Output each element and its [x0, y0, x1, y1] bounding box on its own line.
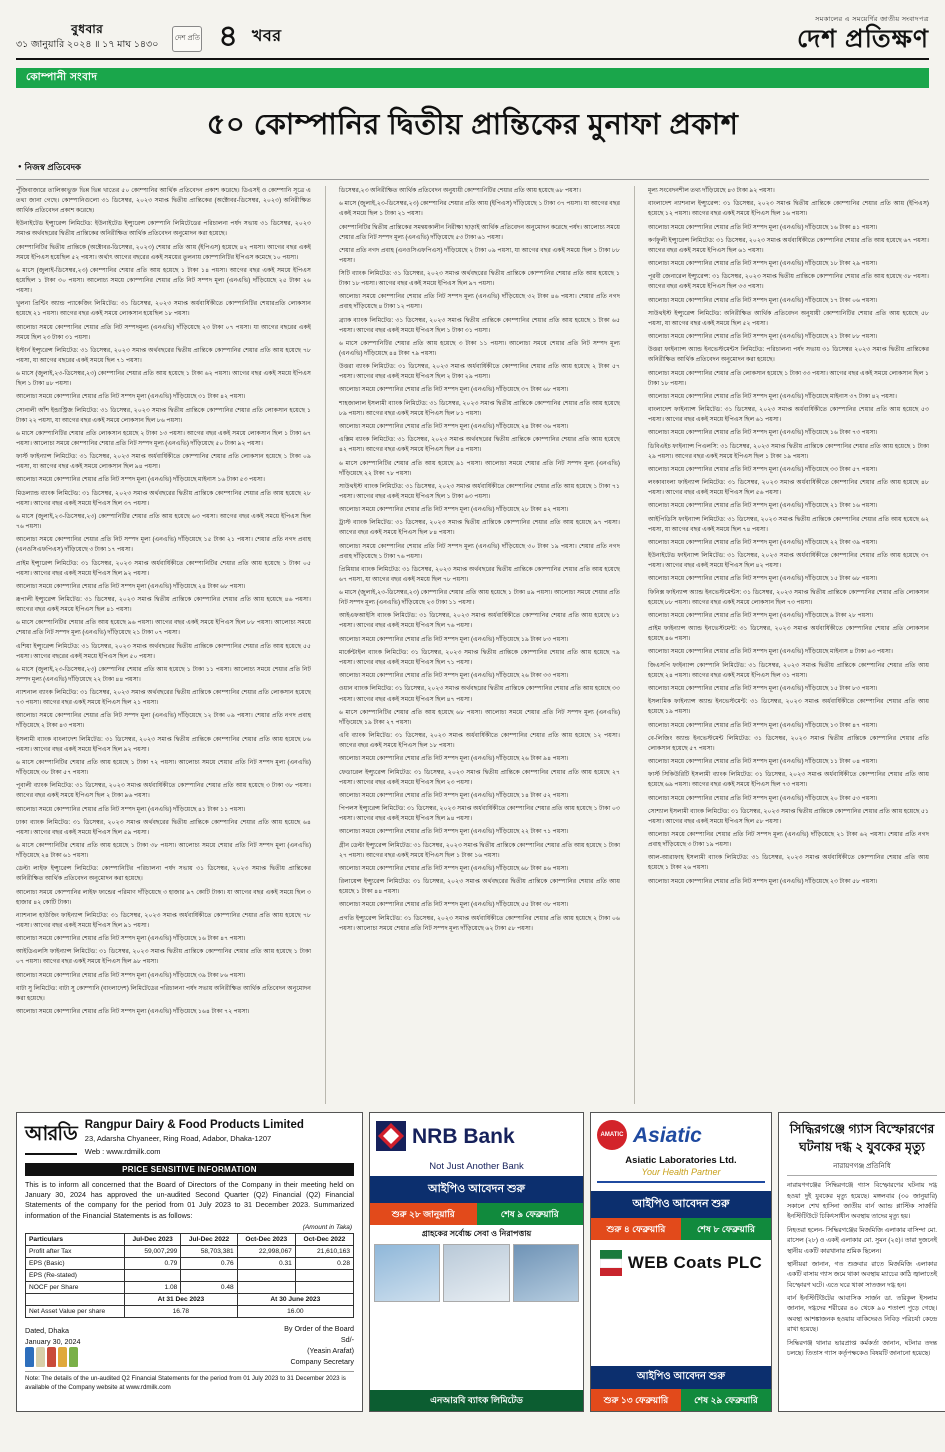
rangpur-amount-note: (Amount in Taka): [302, 1224, 352, 1232]
fin-table-header: Jul-Dec 2022: [181, 1234, 237, 1246]
article-paragraph: আলোচ্য সময়ে কোম্পানির শেয়ার প্রতি নিট সম্পদ মূল্য (এনএভি) দাঁড়িয়েছে ১৫ টাকা ৬৮ পয়সা।: [648, 575, 878, 583]
article-paragraph: আলোচ্য সময়ে কোম্পানির শেয়ার প্রতি নিট সম্পদ মূল্য (এনএভি) দাঁড়িয়েছে ২১ টাকা ৮৮ পয়সা।: [648, 333, 878, 341]
fin-table-cell: [295, 1270, 353, 1282]
nrb-service-line: গ্রাহকের সর্বোচ্চ সেবা ও নিরাপত্তায়: [370, 1225, 583, 1244]
nrb-name: NRB Bank: [412, 1124, 515, 1148]
asiatic-start-date: শুরু ৪ ফেব্রুয়ারি: [591, 1218, 681, 1240]
article-paragraph: আইডিএলসি ফাইন্যান্স লিমিটেড: ৩১ ডিসেম্বর, ২০২৩ সমাপ্ত দ্বিতীয় প্রান্তিকে কোম্পানির শেয়ার প্রতি আয় হয়েছে ১ টাকা ০৭ পয়সা। আগের বছর একই সময়ে ইপিএস ছিল ৯৮ পয়সা।: [16, 948, 311, 966]
fin-table-cell: 59,007,299: [125, 1246, 181, 1258]
article-column-3: [634, 186, 929, 1104]
webcoats-ipo-label: আইপিও আবেদন শুরু: [591, 1366, 771, 1389]
article-paragraph: ডিসেম্বর,২৩ অনিরীক্ষিত আর্থিক প্রতিবেদন অনুযায়ী কোম্পানিটির শেয়ার প্রতি আয় হয়েছে ৬৮ পয়সা।: [339, 187, 581, 194]
ad-nrb-bank: [369, 1112, 584, 1412]
article-paragraph: ৬ মাসে কোম্পানিটির শেয়ার প্রতি আয় হয়েছে ৯১ পয়সা। আলোচ্য সময়ে শেয়ার প্রতি নিট সম্পদ মূল্য (এনএভি) দাঁড়িয়েছে ২২ টাকা ৭৮ পয়সা।: [339, 459, 620, 477]
article-paragraph: আলোচ্য সময়ে কোম্পানির শেয়ার প্রতি নিট সম্পদ মূল্য (এনএভি) দাঁড়িয়েছে ১৯ টাকা ৮৩ পয়সা।: [339, 635, 569, 643]
article-paragraph: আলোচ্য সময়ে কোম্পানির শেয়ার প্রতি নিট সম্পদ মূল্য (এনএভি) দাঁড়িয়েছে ২২ টাকা ৭১ পয়সা।: [339, 828, 569, 836]
article-paragraph: লংকাবাংলা ফাইন্যান্স লিমিটেড: ৩১ ডিসেম্বর, ২০২৩ সমাপ্ত অর্ধবার্ষিকীতে কোম্পানির শেয়ার প্রতি আয় হয়েছে ৪৮ পয়সা। আগের বছর একই সময়ে ইপিএস ছিল ৫৬ পয়সা।: [648, 479, 929, 497]
article-paragraph: প্রগতি ইন্স্যুরেন্স লিমিটেড: ৩১ ডিসেম্বর, ২০২৩ সমাপ্ত অর্ধবার্ষিকীতে কোম্পানির শেয়ার প্রতি আয় হয়েছে ২ টাকা ০৬ পয়সা। আলোচ্য সময়ে শেয়ার প্রতি নিট সম্পদ মূল্য দাঁড়িয়েছে ৬২ টাকা ৫৮ পয়সা।: [339, 914, 620, 932]
article-paragraph: আলোচ্য সময়ে কোম্পানির লাইফ ফান্ডের পরিমাণ দাঁড়িয়েছে ৩ হাজার ৯৭ কোটি টাকা। যা আগের বছর একই সময়ে ছিল ৩ হাজার ৪২ কোটি টাকা।: [16, 888, 311, 906]
article-paragraph: আলোচ্য সময়ে কোম্পানির শেয়ার প্রতি নিট সম্পদ মূল্য (এনএভি) দাঁড়িয়েছে ৩১ টাকা ৪২ পয়সা।: [16, 393, 246, 401]
article-paragraph: এবি ব্যাংক লিমিটেড: ৩১ ডিসেম্বর, ২০২৩ সমাপ্ত অর্ধবার্ষিকীতে কোম্পানির শেয়ার প্রতি আয় হয়েছে ১২ পয়সা। আগের বছর একই সময়ে ইপিএস ছিল ১৮ পয়সা।: [339, 732, 620, 750]
article-paragraph: ৬ মাসে (জুলাই,২৩-ডিসেম্বর,২৩) কোম্পানির শেয়ার প্রতি আয় হয়েছে ১ টাকা ১১ পয়সা। আলোচ্য সময়ে শেয়ার প্রতি নিট সম্পদ মূল্য (এনএভি) দাঁড়িয়েছে ২২ টাকা ৪৪ পয়সা।: [16, 665, 311, 683]
article-paragraph: সিটি ব্যাংক লিমিটেড: ৩১ ডিসেম্বর, ২০২৩ সমাপ্ত অর্থবছরের দ্বিতীয় প্রান্তিকে কোম্পানির শেয়ার প্রতি আয় হয়েছে ১ টাকা ১৮ পয়সা। আগের বছর একই সময়ে ইপিএস ছিল ৯৭ পয়সা।: [339, 270, 620, 288]
article-paragraph: আলোচ্য সময়ে কোম্পানির শেয়ার প্রতি নিট সম্পদ মূল্য (এনএভি) দাঁড়িয়েছে ১৬৪ টাকা ৭২ পয়সা।: [16, 1008, 250, 1016]
asiatic-slogan: Your Health Partner: [641, 1167, 721, 1177]
asiatic-header: [591, 1113, 771, 1152]
article-paragraph: আলোচ্য সময়ে কোম্পানির শেয়ার প্রতি নিট সম্পদ মূল্য (এনএভি) দাঁড়িয়েছে ২৮ টাকা ৪২ পয়সা।: [339, 506, 569, 514]
nrb-photo-1: [374, 1244, 440, 1302]
article-paragraph: রিলায়েন্স ইন্স্যুরেন্স লিমিটেড: ৩১ ডিসেম্বর, ২০২৩ সমাপ্ত অর্থবছরের দ্বিতীয় প্রান্তিকে কোম্পানির শেয়ার প্রতি আয় হয়েছে ১ টাকা ৪৪ পয়সা।: [339, 878, 620, 896]
article-column-1: [16, 186, 311, 1104]
asiatic-subtitle: Asiatic Laboratories Ltd.: [625, 1155, 737, 1166]
rangpur-note: Note: The details of the un-audited Q2 Financial Statements for the period from 01 July 2023 to 31 December 2023 is available of the Company website at www.rdmilk.com: [25, 1371, 354, 1392]
fin-table-cell: 0.28: [295, 1258, 353, 1270]
side-news-story: [778, 1112, 945, 1412]
article-paragraph: শেয়ার প্রতি নগদ প্রবাহ (এনওসিএফপিএস) দাঁড়িয়েছে ২ টাকা ০৯ পয়সা, যা আগের বছর একই সময়ে ছিল ১ টাকা ৮৮ পয়সা।: [339, 246, 620, 264]
article-paragraph: আলোচ্য সময়ে কোম্পানির শেয়ার প্রতি নিট সম্পদ মূল্য (এনএভি) দাঁড়িয়েছে ৩৯ টাকা ৮৬ পয়সা।: [16, 971, 246, 979]
article-paragraph: মিডল্যান্ড ব্যাংক লিমিটেড: ৩১ ডিসেম্বর, ২০২৩ সমাপ্ত অর্থবছরের দ্বিতীয় প্রান্তিকে কোম্পানির শেয়ার প্রতি আয় হয়েছে ২৮ পয়সা। আগের বছর একই সময়ে ইপিএস ছিল ৩৭ পয়সা।: [16, 489, 311, 507]
asiatic-divider: [597, 1181, 765, 1183]
nrb-ipo-label: আইপিও আবেদন শুরু: [370, 1176, 583, 1203]
article-paragraph: উত্তরা ব্যাংক লিমিটেড: ৩১ ডিসেম্বর, ২০২৩ সমাপ্ত অর্ধবার্ষিকীতে কোম্পানির শেয়ার প্রতি আয় হয়েছে ২ টাকা ৫৭ পয়সা। আগের বছর একই সময়ে ইপিএস ছিল ২ টাকা ২৯ পয়সা।: [339, 363, 620, 381]
article-paragraph: আলোচ্য সময়ে কোম্পানির শেয়ার প্রতি নিট সম্পদ মূল্য (এনএভি) দাঁড়িয়েছে ৪১ টাকা ১১ পয়সা।: [16, 805, 246, 813]
section-name: খবর: [251, 28, 282, 45]
article-paragraph: আলোচ্য সময়ে কোম্পানির শেয়ার প্রতি নিট সম্পদ মূল্য (এনএভি) দাঁড়িয়েছে ৯ টাকা ২৮ পয়সা।: [648, 611, 874, 619]
article-paragraph: উত্তরা ফাইন্যান্স অ্যান্ড ইনভেস্টমেন্টস লিমিটেড: পরিচালনা পর্ষদ সভায় ৩১ ডিসেম্বর ২০২৩ সমাপ্ত দ্বিতীয় প্রান্তিকের অনিরীক্ষিত আর্থিক প্রতিবেদন অনুমোদন করা হয়েছে।: [648, 346, 929, 364]
article-paragraph: পিপলস ইন্স্যুরেন্স লিমিটেড: ৩১ ডিসেম্বর, ২০২৩ সমাপ্ত অর্ধবার্ষিকীতে কোম্পানির শেয়ার প্রতি আয় হয়েছে ১ টাকা ০৩ পয়সা। আগের বছর একই সময়ে ইপিএস ছিল ৯৪ পয়সা।: [339, 805, 620, 823]
rangpur-footer: [25, 1320, 354, 1367]
masthead-date-block: [16, 20, 158, 52]
article-paragraph: রূপালী ইন্স্যুরেন্স লিমিটেড: ৩১ ডিসেম্বর, ২০২৩ সমাপ্ত দ্বিতীয় প্রান্তিকে কোম্পানির শেয়ার প্রতি আয় হয়েছে ৪৬ পয়সা। আগের বছর একই সময়ে ইপিএস ছিল ৪১ পয়সা।: [16, 596, 311, 614]
product-bottle-3-icon: [47, 1347, 56, 1367]
article-paragraph: ৬ মাসে কোম্পানিটির শেয়ার প্রতি আয় হয়েছে ১ টাকা ৭২ পয়সা। আলোচ্য সময়ে শেয়ার প্রতি নিট সম্পদ মূল্য (এনএভি) দাঁড়িয়েছে ৩৮ টাকা ৫৭ পয়সা।: [16, 758, 311, 777]
fin-table-cell: 1.08: [125, 1282, 181, 1294]
article-paragraph: ওয়ান ব্যাংক লিমিটেড: ৩১ ডিসেম্বর, ২০২৩ সমাপ্ত অর্থবছরের দ্বিতীয় প্রান্তিকে কোম্পানির শেয়ার প্রতি আয় হয়েছে ৩৩ পয়সা। আগের বছর একই সময়ে ইপিএস ছিল ৪৭ পয়সা।: [339, 685, 620, 703]
rangpur-order-line4: Company Secretary: [290, 1356, 354, 1366]
table-row: [26, 1258, 354, 1270]
masthead-day: বুধবার: [71, 21, 104, 36]
article-paragraph: গ্রীন ডেল্টা ইন্স্যুরেন্স লিমিটেড: ৩১ ডিসেম্বর, ২০২৩ সমাপ্ত দ্বিতীয় প্রান্তিকে কোম্পানির শেয়ার প্রতি আয় হয়েছে ১ টাকা ২৭ পয়সা। আগের বছর একই সময়ে ইপিএস ছিল ১ টাকা ১৬ পয়সা।: [339, 841, 620, 859]
rangpur-website: Web : www.rdmilk.com: [84, 1147, 161, 1157]
nrb-tagline: Not Just Another Bank: [429, 1161, 524, 1172]
page-number: ৪: [218, 20, 238, 53]
webcoats-end-date: শেষ ২৯ ফেব্রুয়ারি: [681, 1389, 771, 1411]
nav-table-cell: 16.78: [125, 1306, 238, 1318]
rangpur-address: 23, Adarsha Chyaneer, Ring Road, Adabor, Dhaka-1207: [84, 1134, 272, 1143]
article-paragraph: বাটা সু লিমিটেড: বাটা সু কোম্পানি (বাংলাদেশ) লিমিটেডের পরিচালনা পর্ষদ সভায় অনিরীক্ষিত আর্থিক প্রতিবেদন অনুমোদন করা হয়েছে।: [16, 984, 311, 1002]
article-paragraph: ডিবিএইচ ফাইন্যান্স পিএলসি: ৩১ ডিসেম্বর, ২০২৩ সমাপ্ত দ্বিতীয় প্রান্তিকে কোম্পানির শেয়ার প্রতি আয় হয়েছে ১ টাকা ২৯ পয়সা। আগের বছর একই সময়ে ইপিএস ছিল ১ টাকা ১৯ পয়সা।: [648, 442, 929, 460]
article-paragraph: আলোচ্য সময়ে কোম্পানির শেয়ার প্রতি নিট সম্পদ মূল্য (এনএভি) দাঁড়িয়েছে ১৬ টাকা ৭৩ পয়সা।: [648, 429, 878, 437]
newspaper-title: দেশ প্রতিক্ষণ: [797, 25, 929, 53]
article-paragraph: বাংলাদেশ ফাইন্যান্স লিমিটেড: ৩১ ডিসেম্বর, ২০২৩ সমাপ্ত অর্ধবার্ষিকীতে কোম্পানির শেয়ার প্রতি আয় হয়েছে ৫৩ পয়সা। আগের বছর একই সময়ে ইপিএস ছিল ৬১ পয়সা।: [648, 406, 929, 424]
article-paragraph: আইএফআইসি ব্যাংক লিমিটেড: ৩১ ডিসেম্বর, ২০২৩ সমাপ্ত অর্ধবার্ষিকীতে কোম্পানির শেয়ার প্রতি আয় হয়েছে ৮১ পয়সা। আগের বছর একই সময়ে ইপিএস ছিল ৭৬ পয়সা।: [339, 612, 620, 630]
masthead-seal-text: দেশ প্রতি: [174, 35, 200, 43]
rangpur-logo: আরডি: [25, 1119, 77, 1155]
article-paragraph: ৬ মাসে কোম্পানিটির শেয়ার প্রতি আয় হয়েছে ৬৮ পয়সা। আলোচ্য সময়ে শেয়ার প্রতি নিট সম্পদ মূল্য (এনএভি) দাঁড়িয়েছে ১৯ টাকা ২৭ পয়সা।: [339, 708, 620, 726]
nav-table-header: [26, 1294, 125, 1306]
rangpur-financial-table: [25, 1233, 354, 1318]
rangpur-signature: [284, 1324, 354, 1367]
article-paragraph: ঢাকা ব্যাংক লিমিটেড: ৩১ ডিসেম্বর, ২০২৩ সমাপ্ত অর্থবছরের দ্বিতীয় প্রান্তিকে কোম্পানির শেয়ার প্রতি আয় হয়েছে ৬৪ পয়সা। আগের বছর একই সময়ে ইপিএস ছিল ৫৯ পয়সা।: [16, 818, 311, 836]
webcoats-start-date: শুরু ১৩ ফেব্রুয়ারি: [591, 1389, 681, 1411]
fin-table-header: Particulars: [26, 1234, 125, 1246]
table-row: [26, 1246, 354, 1258]
page-title: ৫০ কোম্পানির দ্বিতীয় প্রান্তিকের মুনাফা প্রকাশ: [206, 109, 739, 141]
article-paragraph: জিএসপি ফাইন্যান্স কোম্পানি লিমিটেড: ৩১ ডিসেম্বর, ২০২৩ সমাপ্ত দ্বিতীয় প্রান্তিকে কোম্পানির শেয়ার প্রতি আয় হয়েছে ২৪ পয়সা। আগের বছর একই সময়ে ইপিএস ছিল ৩১ পয়সা।: [648, 661, 929, 679]
article-paragraph: পূবালী ব্যাংক লিমিটেড: ৩১ ডিসেম্বর, ২০২৩ সমাপ্ত অর্ধবার্ষিকীতে কোম্পানির শেয়ার প্রতি আয় হয়েছে ৩ টাকা ৩৮ পয়সা। আগের বছর একই সময়ে ইপিএস ছিল ২ টাকা ৯৬ পয়সা।: [16, 782, 311, 800]
ad-asiatic-webcoats: [590, 1112, 772, 1412]
article-paragraph: ৬ মাসে কোম্পানিটির শেয়ার প্রতি আয় হয়েছে ১ টাকা ৩৮ পয়সা। আলোচ্য সময়ে শেয়ার প্রতি নিট সম্পদ মূল্য (এনএভি) দাঁড়িয়েছে ২৪ টাকা ৬১ পয়সা।: [16, 842, 311, 860]
article-paragraph: আলোচ্য সময়ে কোম্পানির শেয়ার প্রতি নিট সম্পদ মূল্য (এনএভি) দাঁড়িয়েছে ৩৭ টাকা ৬৮ পয়সা।: [339, 386, 569, 394]
advertisement-row: [16, 1112, 937, 1412]
article-paragraph: প্রিমিয়ার ব্যাংক লিমিটেড: ৩১ ডিসেম্বর, ২০২৩ সমাপ্ত অর্থবছরের দ্বিতীয় প্রান্তিকে কোম্পানির শেয়ার প্রতি আয় হয়েছে ৬৭ পয়সা, যা আগের বছর একই সময়ে ছিল ৭৮ পয়সা।: [339, 565, 620, 583]
article-paragraph: আলোচ্য সময়ে কোম্পানির শেয়ার প্রতি নিট সম্পদ মূল্য (এনএভি) দাঁড়িয়েছে ১৫ টাকা ৮৩ পয়সা।: [648, 684, 878, 692]
article-paragraph: পুঁজিবাজারে তালিকাভুক্ত ভিন্ন ভিন্ন খাতের ৫০ কোম্পানির আর্থিক প্রতিবেদন প্রকাশ করেছে। ডিএসই ও কোম্পানি সূত্রে এ তথ্য জানা গেছে। কোম্পানিগুলো ৩১ ডিসেম্বর, ২০২৩ সমাপ্ত দ্বিতীয় প্রান্তিকের (অক্টোবর-ডিসেম্বর, ২০২৩) অনিরীক্ষিত আর্থিক প্রতিবেদন প্রকাশ করেছে।: [16, 187, 311, 215]
article-paragraph: প্রাইম ফাইন্যান্স অ্যান্ড ইনভেস্টমেন্ট: ৩১ ডিসেম্বর, ২০২৩ সমাপ্ত অর্ধবার্ষিকীতে কোম্পানির শেয়ার প্রতি লোকসান হয়েছে ৪৬ পয়সা।: [648, 625, 929, 643]
article-paragraph: আলোচ্য সময়ে কোম্পানির শেয়ার প্রতি নিট সম্পদমূল্য (এনএভি) দাঁড়িয়েছে ২৩ টাকা ০৭ পয়সা। যা আগের বছরের একই সময়ে ছিল ২৩ টাকা ৩১ পয়সা।: [16, 323, 311, 341]
article-paragraph: বাংলাদেশ ন্যাশনাল ইন্স্যুরেন্স: ৩১ ডিসেম্বর, ২০২৩ সমাপ্ত দ্বিতীয় প্রান্তিকে কোম্পানির শেয়ার প্রতি আয় (ইপিএস) হয়েছে ১২ পয়সা। আগের বছর একই সময়ে ইপিএস ছিল ১৬ পয়সা।: [648, 200, 929, 218]
nrb-end-date: শেষ ৯ ফেব্রুয়ারি: [477, 1203, 584, 1225]
article-paragraph: ইসলামিক ফাইন্যান্স অ্যান্ড ইনভেস্টমেন্ট: ৩১ ডিসেম্বর, ২০২৩ সমাপ্ত অর্ধবার্ষিকীতে কোম্পানির শেয়ার প্রতি আয় হয়েছে ১৯ পয়সা।: [648, 698, 929, 716]
masthead-right: [797, 14, 929, 52]
article-body: [16, 179, 929, 1104]
article-paragraph: ইস্টার্ন ইন্স্যুরেন্স লিমিটেড: ৩১ ডিসেম্বর, ২০২৩ সমাপ্ত অর্থবছরের দ্বিতীয় প্রান্তিকে কোম্পানির শেয়ার প্রতি আয় হয়েছে ৭৮ পয়সা, যা আগের বছরের একই সময়ে ছিল ৭১ পয়সা।: [16, 346, 311, 364]
article-paragraph: আল-আরাফাহ ইসলামী ব্যাংক লিমিটেড: ৩১ ডিসেম্বর, ২০২৩ সমাপ্ত অর্ধবার্ষিকীতে কোম্পানির শেয়ার প্রতি আয় হয়েছে ১ টাকা ২৬ পয়সা।: [648, 854, 929, 872]
article-paragraph: আলোচ্য সময়ে কোম্পানির শেয়ার প্রতি নিট সম্পদ মূল্য (এনএভি) দাঁড়িয়েছে ৫৫ টাকা ৩৮ পয়সা।: [339, 901, 569, 909]
article-paragraph: আলোচ্য সময়ে কোম্পানির শেয়ার প্রতি নিট সম্পদ মূল্য (এনএভি) দাঁড়িয়েছে ১৩ টাকা ৪৭ পয়সা।: [648, 721, 878, 729]
fin-table-cell: [125, 1270, 181, 1282]
nav-table-header: At 30 June 2023: [237, 1294, 353, 1306]
article-paragraph: ন্যাশনাল ব্যাংক লিমিটেড: ৩১ ডিসেম্বর, ২০২৩ সমাপ্ত অর্থবছরের দ্বিতীয় প্রান্তিকে কোম্পানির শেয়ার প্রতি লোকসান হয়েছে ৭৩ পয়সা। আগের বছর একই সময়ে ইপিএস ছিল ২১ পয়সা।: [16, 689, 311, 707]
article-paragraph: আলোচ্য সময়ে কোম্পানির শেয়ার প্রতি নিট সম্পদ মূল্য (এনএভি) দাঁড়িয়েছে ১১ টাকা ০৪ পয়সা।: [648, 758, 878, 766]
side-news-paragraph: নারায়ণগঞ্জের সিদ্ধিরগঞ্জে গ্যাস বিস্ফোরণের ঘটনায় দগ্ধ হওয়া দুই যুবকের মৃত্যু হয়েছে। মঙ্গলবার (৩০ জানুয়ারি) সকালে শেখ হাসিনা জাতীয় বার্ন অ্যান্ড প্লাস্টিক সার্জারি ইনস্টিটিউটে চিকিৎসাধীন অবস্থায় তাদের মৃত্যু হয়।: [787, 1182, 937, 1221]
article-paragraph: আলোচ্য সময়ে কোম্পানির শেয়ার প্রতি নিট সম্পদ মূল্য (এনএভি) দাঁড়িয়েছে ৩২ টাকা ৪৬ পয়সা। শেয়ার প্রতি নগদ প্রবাহ দাঁড়িয়েছে ৪ টাকা ১২ পয়সা।: [339, 293, 620, 311]
article-paragraph: ৬ মাসে (জুলাই,২৩-ডিসেম্বর,২৩) কোম্পানির শেয়ার প্রতি আয় (ইপিএস) দাঁড়িয়েছে ১ টাকা ৩৭ পয়সা। যা আগের বছর একই সময়ে ছিল ১ টাকা ২১ পয়সা।: [339, 200, 620, 218]
fin-table-cell: NOCF per Share: [26, 1282, 125, 1294]
asiatic-date-band: [591, 1218, 771, 1240]
article-paragraph: ৬ মাসে কোম্পানিটির শেয়ার প্রতি আয় হয়েছে ৯৬ পয়সা। আগের বছর একই সময়ে ইপিএস ছিল ৮৮ পয়সা। আলোচ্য সময়ে শেয়ার প্রতি নিট সম্পদ মূল্য (এনএভি) দাঁড়িয়েছে ২১ টাকা ০৭ পয়সা।: [16, 619, 311, 637]
nrb-footer: এনআরবি ব্যাংক লিমিটেড: [370, 1390, 583, 1411]
rangpur-body-text: This is to inform all concerned that the Board of Directors of the Company in their meeting held on January 30, 2024 has approved the un-audited Second Quarter (Q2) Financial (Q2) Financial Statements of the company for the period from 01 July 2023 to 31 December 2023. Summarized information of the Financial Statements is as follows:: [25, 1179, 354, 1220]
article-paragraph: ৬ মাসে (জুলাই,২৩-ডিসেম্বর,২৩) কোম্পানিটির শেয়ার প্রতি আয় হয়েছে ৬৩ পয়সা। আগের বছর একই সময়ে ইপিএস ছিল ৭৬ পয়সা।: [16, 512, 311, 530]
article-paragraph: ৬ মাসে (জুলাই-ডিসেম্বর,২৩) কোম্পানির শেয়ার প্রতি আয় হয়েছে ১ টাকা ১৪ পয়সা। আগের বছর একই সময়ে ইপিএস হয়েছিল ১ টাকা ৩০ পয়সা। আলোচ্য সময়ে কোম্পানির শেয়ার প্রতি নিট সম্পদ মূল্য (এনএভি) দাঁড়িয়েছে ২৫ টাকা ২৬ পয়সা।: [16, 266, 311, 294]
side-news-paragraph: নিহতরা হলেন- সিদ্ধিরগঞ্জের মিজমিজি এলাকার বাসিন্দা মো. রাসেল (২৮) ও একই এলাকার মো. সুমন (২৫)। তারা দুজনেই স্থানীয় একটি কারখানার শ্রমিক ছিলেন।: [787, 1226, 937, 1255]
fin-table-cell: 58,703,381: [181, 1246, 237, 1258]
article-paragraph: আলোচ্য সময়ে কোম্পানির শেয়ার প্রতি নিট সম্পদ মূল্য (এনএভি) দাঁড়িয়েছে ২৬ টাকা ৩৩ পয়সা।: [339, 672, 569, 680]
article-paragraph: শাহজালাল ইসলামী ব্যাংক লিমিটেড: ৩১ ডিসেম্বর, ২০২৩ সমাপ্ত দ্বিতীয় প্রান্তিকে কোম্পানির শেয়ার প্রতি আয় হয়েছে ৮৯ পয়সা। আগের বছর একই সময়ে ইপিএস ছিল ৮১ পয়সা।: [339, 399, 620, 417]
article-paragraph: বে-লিজিং অ্যান্ড ইনভেস্টমেন্ট লিমিটেড: ৩১ ডিসেম্বর, ২০২৩ সমাপ্ত দ্বিতীয় প্রান্তিকে কোম্পানির শেয়ার প্রতি লোকসান হয়েছে ৫৭ পয়সা।: [648, 734, 929, 752]
side-news-headline: সিদ্ধিরগঞ্জে গ্যাস বিস্ফোরণের ঘটনায় দগ্ধ ২ যুবকের মৃত্যু: [789, 1122, 935, 1155]
article-column-2: [325, 186, 620, 1104]
byline: ● নিজস্ব প্রতিবেদক: [18, 161, 929, 175]
article-paragraph: পূরবী জেনারেল ইন্স্যুরেন্স: ৩১ ডিসেম্বর, ২০২৩ সমাপ্ত দ্বিতীয় প্রান্তিকে কোম্পানির শেয়ার প্রতি আয় হয়েছে ৩৮ পয়সা। আগের বছর একই সময়ে ইপিএস ছিল ৩৩ পয়সা।: [648, 273, 929, 291]
article-paragraph: মূল্য সংবেদনশীল তথ্য দাঁড়িয়েছে ৪৩ টাকা ৯২ পয়সা।: [648, 187, 775, 194]
article-paragraph: আলোচ্য সময়ে কোম্পানির শেয়ার প্রতি নিট সম্পদ মূল্য (এনএভি) দাঁড়িয়েছে মাইনাস ১৬ টাকা ৫৩ পয়সা।: [16, 476, 265, 484]
article-paragraph: ৬ মাসে (জুলাই,২৩-ডিসেম্বর,২৩) কোম্পানির শেয়ার প্রতি আয় হয়েছে ১ টাকা ৪৯ পয়সা। আলোচ্য সময়ে শেয়ার প্রতি নিট সম্পদ মূল্য (এনএভি) দাঁড়িয়েছে ২৩ টাকা ১১ পয়সা।: [339, 589, 620, 607]
fin-table-cell: 0.48: [181, 1282, 237, 1294]
side-news-paragraph: স্থানীয়রা জানান, গত শুক্রবার রাতে মিজমিজি এলাকার একটি বাসায় গ্যাস জমে থাকা অবস্থায় ম্যাচের কাঠি জ্বালাতেই বিস্ফোরণ ঘটে। এতে ঘরে থাকা সাতজন দগ্ধ হন।: [787, 1260, 937, 1289]
article-paragraph: আলোচ্য সময়ে কোম্পানির শেয়ার প্রতি নিট সম্পদ মূল্য (এনএভি) দাঁড়িয়েছে ১৬ টাকা ৪৭ পয়সা।: [16, 935, 246, 943]
product-bottle-5-icon: [69, 1347, 78, 1367]
article-paragraph: ৬ মাসে কোম্পানিটির শেয়ার প্রতি আয় হয়েছে ৩ টাকা ১১ পয়সা। আলোচ্য সময়ে শেয়ার প্রতি নিট সম্পদ মূল্য (এনএভি) দাঁড়িয়েছে ৪৪ টাকা ৭৯ পয়সা।: [339, 339, 620, 357]
masthead-date: ৩১ জানুয়ারি ২০২৪ ॥ ১৭ মাঘ ১৪৩০: [16, 38, 159, 50]
article-paragraph: ৬ মাসে (জুলাই,২৩-ডিসেম্বর,২৩) কোম্পানির শেয়ার প্রতি আয় হয়েছে ১ টাকা ৬২ পয়সা। আগের বছর একই সময়ে ইপিএস ছিল ১ টাকা ৪৮ পয়সা।: [16, 370, 311, 388]
rangpur-order-line2: Sd/-: [340, 1335, 354, 1345]
article-paragraph: আলোচ্য সময়ে কোম্পানির শেয়ার প্রতি নিট সম্পদ মূল্য (এনএভি) দাঁড়িয়েছে মাইনাস ৪ টাকা ৬৩ পয়সা।: [648, 648, 893, 656]
section-bar: [16, 68, 929, 88]
table-row: [26, 1294, 354, 1306]
ad-rangpur-header: [25, 1119, 354, 1158]
article-paragraph: আলোচ্য সময়ে কোম্পানির শেয়ার প্রতি নিট সম্পদ মূল্য (এনএভি) দাঁড়িয়েছে ২৬ টাকা ৯৪ পয়সা।: [339, 755, 569, 763]
article-paragraph: কর্ণফুলী ইন্স্যুরেন্স লিমিটেড: ৩১ ডিসেম্বর, ২০২৩ সমাপ্ত অর্ধবার্ষিকীতে কোম্পানির শেয়ার প্রতি আয় হয়েছে ৬৭ পয়সা। আগের বছর একই সময়ে ইপিএস ছিল ৬১ পয়সা।: [648, 236, 929, 254]
ad-rangpur-dairy: [16, 1112, 363, 1412]
side-news-body: [787, 1181, 937, 1359]
fin-table-cell: 21,610,163: [295, 1246, 353, 1258]
article-paragraph: আলোচ্য সময়ে কোম্পানির শেয়ার প্রতি নিট সম্পদ মূল্য (এনএভি) দাঁড়িয়েছে মাইনাস ৩৭ টাকা ৪২ পয়সা।: [648, 392, 897, 400]
webcoats-date-band: [591, 1389, 771, 1411]
article-paragraph: আলোচ্য সময়ে কোম্পানির শেয়ার প্রতি নিট সম্পদ মূল্য (এনএভি) দাঁড়িয়েছে ১২ টাকা ০৯ পয়সা। শেয়ার প্রতি নগদ প্রবাহ দাঁড়িয়েছে ২ টাকা ৪৩ পয়সা।: [16, 712, 311, 730]
rangpur-company-name: Rangpur Dairy & Food Products Limited: [84, 1119, 304, 1131]
table-row: [26, 1306, 354, 1318]
rangpur-dated-line1: Dated, Dhaka: [25, 1325, 69, 1335]
masthead-left: [16, 20, 282, 52]
fin-table-header: Oct-Dec 2022: [295, 1234, 353, 1246]
article-paragraph: সোশ্যাল ইসলামী ব্যাংক লিমিটেড: ৩১ ডিসেম্বর, ২০২৩ সমাপ্ত দ্বিতীয় প্রান্তিকে কোম্পানির শেয়ার প্রতি আয় হয়েছে ৫১ পয়সা। আগের বছর একই সময়ে ইপিএস ছিল ৫৮ পয়সা।: [648, 807, 929, 825]
article-paragraph: আলোচ্য সময়ে কোম্পানির শেয়ার প্রতি নিট সম্পদ মূল্য (এনএভি) দাঁড়িয়েছে ১৪ টাকা ৫২ পয়সা।: [339, 791, 569, 799]
asiatic-name: Asiatic: [633, 1123, 702, 1147]
article-paragraph: আলোচ্য সময়ে কোম্পানির শেয়ার প্রতি নিট সম্পদ মূল্য (এনএভি) দাঁড়িয়েছে ২৪ টাকা ৩৬ পয়সা।: [339, 423, 569, 430]
nrb-header: [370, 1113, 583, 1157]
article-paragraph: ইউনাইটেড ফাইন্যান্স লিমিটেড: ৩১ ডিসেম্বর, ২০২৩ সমাপ্ত অর্ধবার্ষিকীতে কোম্পানির শেয়ার প্রতি আয় হয়েছে ৩৭ পয়সা। আগের বছর একই সময়ে ইপিএস ছিল ৪২ পয়সা।: [648, 552, 929, 570]
article-paragraph: ফার্স্ট ফাইন্যান্স লিমিটেড: ৩১ ডিসেম্বর, ২০২৩ সমাপ্ত অর্ধবার্ষিকীতে কোম্পানির শেয়ার প্রতি লোকসান হয়েছে ১ টাকা ০৯ পয়সা, যা আগের বছর একই সময়ে লোকসান ছিল ৯৪ পয়সা।: [16, 453, 311, 471]
masthead: [16, 14, 929, 60]
article-paragraph: আলোচ্য সময়ে কোম্পানির শেয়ার প্রতি নিট সম্পদ মূল্য (এনএভি) দাঁড়িয়েছে ২৪ টাকা ৬৮ পয়সা।: [16, 582, 246, 590]
article-paragraph: আলোচ্য সময়ে কোম্পানির শেয়ার প্রতি নিট সম্পদ মূল্য (এনএভি) দাঁড়িয়েছে ২৩ টাকা ৫৮ পয়সা।: [648, 877, 878, 885]
nav-table-header: At 31 Dec 2023: [125, 1294, 238, 1306]
article-paragraph: আলোচ্য সময়ে কোম্পানির শেয়ার প্রতি নিট সম্পদ মূল্য (এনএভি) দাঁড়িয়েছে ৩৩ টাকা ৫৭ পয়সা।: [648, 465, 878, 473]
product-bottle-1-icon: [25, 1347, 34, 1367]
rangpur-dated: [25, 1326, 81, 1368]
nrb-date-band: [370, 1203, 583, 1225]
masthead-seal-icon: [172, 26, 202, 52]
article-paragraph: ইসলামী ব্যাংক বাংলাদেশ লিমিটেড: ৩১ ডিসেম্বর, ২০২৩ সমাপ্ত দ্বিতীয় প্রান্তিকে কোম্পানির শেয়ার প্রতি আয় হয়েছে ৮৬ পয়সা। আগের বছর একই সময়ে ইপিএস ছিল ৯২ পয়সা।: [16, 735, 311, 753]
section-bar-label: কোম্পানী সংবাদ: [26, 70, 98, 83]
nrb-photo-strip: [370, 1244, 583, 1302]
article-paragraph: ফার্স্ট সিকিউরিটি ইসলামী ব্যাংক লিমিটেড: ৩১ ডিসেম্বর, ২০২৩ সমাপ্ত অর্ধবার্ষিকীতে কোম্পানির শেয়ার প্রতি আয় হয়েছে ৬৯ পয়সা। আগের বছর একই সময়ে ইপিএস ছিল ৭৩ পয়সা।: [648, 771, 929, 789]
article-paragraph: এশিয়া ইন্স্যুরেন্স লিমিটেড: ৩১ ডিসেম্বর, ২০২৩ সমাপ্ত অর্থবছরের দ্বিতীয় প্রান্তিকে কোম্পানির শেয়ার প্রতি আয় হয়েছে ৫৫ পয়সা। আগের বছরের একই সময়ে ইপিএস ছিল ৫০ পয়সা।: [16, 642, 311, 660]
fin-table-cell: 0.31: [237, 1258, 295, 1270]
nrb-logo-icon: [376, 1121, 406, 1151]
fin-table-cell: 22,998,067: [237, 1246, 295, 1258]
rangpur-order-line1: By Order of the Board: [284, 1324, 354, 1334]
side-news-paragraph: বার্ন ইনস্টিটিউটের আবাসিক সার্জন ডা. তরিকুল ইসলাম জানান, দগ্ধদের শরীরের ৪০ থেকে ৯০ শতাংশ পুড়ে গেছে। অবস্থা আশঙ্কাজনক হওয়ায় বাকিদেরও নিবিড় পরিচর্যা কেন্দ্রে রাখা হয়েছে।: [787, 1295, 937, 1334]
article-paragraph: আলোচ্য সময়ে কোম্পানির শেয়ার প্রতি নিট সম্পদ মূল্য (এনএভি) দাঁড়িয়েছে ১৬ টাকা ৪১ পয়সা।: [648, 223, 878, 231]
rangpur-dated-line2: January 30, 2024: [25, 1336, 81, 1346]
article-paragraph: কোম্পানিটির দ্বিতীয় প্রান্তিকে (অক্টোবর-ডিসেম্বর, ২০২৩) শেয়ার প্রতি আয় (ইপিএস) হয়েছে ৪২ পয়সা। আগের বছর একই সময়ে ইপিএস হয়েছিল ৫২ পয়সা। অর্থাৎ আগের বছরের একই সময়ের তুলনায় কোম্পানিটির ইপিএস কমেছে ১০ পয়সা।: [16, 243, 311, 261]
fin-table-cell: EPS (Basic): [26, 1258, 125, 1270]
article-paragraph: আলোচ্য সময়ে কোম্পানির শেয়ার প্রতি নিট সম্পদ মূল্য (এনএভি) দাঁড়িয়েছে ১৫ টাকা ২১ পয়সা। শেয়ার প্রতি নগদ প্রবাহ (এনওসিএফপিএস) দাঁড়িয়েছে ৩ টাকা ১৭ পয়সা।: [16, 536, 311, 554]
article-paragraph: প্রাইম ইন্স্যুরেন্স লিমিটেড: ৩১ ডিসেম্বর, ২০২৩ সমাপ্ত অর্ধবার্ষিকীতে কোম্পানিটির শেয়ার প্রতি আয় হয়েছে ১ টাকা ০৫ পয়সা। আগের বছর একই সময়ে ইপিএস ছিল ৯২ পয়সা।: [16, 559, 311, 577]
article-paragraph: আইপিডিসি ফাইন্যান্স লিমিটেড: ৩১ ডিসেম্বর, ২০২৩ সমাপ্ত দ্বিতীয় প্রান্তিকে কোম্পানির শেয়ার প্রতি আয় হয়েছে ৬২ পয়সা, যা আগের বছর একই সময়ে ছিল ৭৪ পয়সা।: [648, 515, 929, 533]
fin-table-cell: [237, 1282, 295, 1294]
article-paragraph: আলোচ্য সময়ে কোম্পানির শেয়ার প্রতি নিট সম্পদ মূল্য (এনএভি) দাঁড়িয়েছে ২১ টাকা ১৬ পয়সা।: [648, 502, 878, 510]
article-paragraph: আলোচ্য সময়ে কোম্পানির শেয়ার প্রতি নিট সম্পদ মূল্য (এনএভি) দাঁড়িয়েছে ১৮ টাকা ২৯ পয়সা।: [648, 260, 878, 268]
nrb-photo-2: [443, 1244, 509, 1302]
article-paragraph: আলোচ্য সময়ে কোম্পানির শেয়ার প্রতি লোকসান হয়েছে ১ টাকা ৩৩ পয়সা। আগের বছর একই সময়ে লোকসান ছিল ১ টাকা ১৮ পয়সা।: [648, 369, 929, 387]
price-sensitive-banner: PRICE SENSITIVE INFORMATION: [25, 1163, 354, 1176]
article-paragraph: আলোচ্য সময়ে কোম্পানির শেয়ার প্রতি নিট সম্পদ মূল্য (এনএভি) দাঁড়িয়েছে ২২ টাকা ৩৯ পয়সা।: [648, 538, 878, 546]
article-paragraph: ট্রাস্ট ব্যাংক লিমিটেড: ৩১ ডিসেম্বর, ২০২৩ সমাপ্ত দ্বিতীয় প্রান্তিকে কোম্পানির শেয়ার প্রতি আয় হয়েছে ৯৭ পয়সা। আগের বছর একই সময়ে ইপিএস ছিল ৮৪ পয়সা।: [339, 519, 620, 537]
table-row: [26, 1270, 354, 1282]
article-paragraph: আলোচ্য সময়ে কোম্পানির শেয়ার প্রতি নিট সম্পদ মূল্য (এনএভি) দাঁড়িয়েছে ২০ টাকা ৫৩ পয়সা।: [648, 794, 878, 802]
article-paragraph: কোম্পানিটির দ্বিতীয় প্রান্তিকের সমন্বয়কালীন নিরীক্ষা ছাড়াই আর্থিক প্রতিবেদন অনুমোদন করেছে পর্ষদ। আলোচ্য সময়ে শেয়ার প্রতি নিট সম্পদ মূল্য (এনএভি) দাঁড়িয়েছে ৫৩ টাকা ৬১ পয়সা।: [339, 223, 620, 241]
side-news-paragraph: সিদ্ধিরগঞ্জ থানার ভারপ্রাপ্ত কর্মকর্তা জানান, ঘটনার তদন্ত চলছে। তিতাস গ্যাস কর্তৃপক্ষকেও বিষয়টি জানানো হয়েছে।: [787, 1339, 937, 1357]
article-paragraph: আলোচ্য সময়ে কোম্পানির শেয়ার প্রতি নিট সম্পদ মূল্য (এনএভি) দাঁড়িয়েছে ২১ টাকা ৬২ পয়সা। শেয়ার প্রতি নগদ প্রবাহ দাঁড়িয়েছে ৩ টাকা ১৯ পয়সা।: [648, 831, 929, 849]
rangpur-product-images: [25, 1347, 81, 1367]
asiatic-badge-icon: AMATIC: [597, 1120, 627, 1150]
rangpur-order-line3: (Yeasin Arafat): [307, 1345, 354, 1355]
product-bottle-2-icon: [36, 1347, 45, 1367]
fin-table-cell: 0.76: [181, 1258, 237, 1270]
nrb-start-date: শুরু ২৮ জানুয়ারি: [370, 1203, 477, 1225]
article-paragraph: ব্র্যাক ব্যাংক লিমিটেড: ৩১ ডিসেম্বর, ২০২৩ সমাপ্ত দ্বিতীয় প্রান্তিকে কোম্পানির শেয়ার প্রতি আয় হয়েছে ১ টাকা ৬৫ পয়সা। আগের বছর একই সময়ে ইপিএস ছিল ১ টাকা ৩১ পয়সা।: [339, 316, 620, 334]
article-paragraph: খুলনা প্রিন্টিং অ্যান্ড প্যাকেজিং লিমিটেড: ৩১ ডিসেম্বর, ২০২৩ সমাপ্ত অর্ধবার্ষিকীতে কোম্পানিটির শেয়ারপ্রতি লোকসান হয়েছে ২১ পয়সা। আগের বছর একই সময়ে লোকসান হয়েছিল ১৮ পয়সা।: [16, 300, 311, 318]
nav-table-cell: 16.00: [237, 1306, 353, 1318]
product-bottle-4-icon: [58, 1347, 67, 1367]
article-paragraph: সাউথইস্ট ইন্স্যুরেন্স লিমিটেড: অনিরীক্ষিত আর্থিক প্রতিবেদন অনুযায়ী কোম্পানিটির শেয়ার প্রতি আয় হয়েছে ৫৮ পয়সা, যা আগের বছর একই সময়ে ছিল ৫২ পয়সা।: [648, 309, 929, 327]
asiatic-end-date: শেষ ৮ ফেব্রুয়ারি: [681, 1218, 771, 1240]
fin-table-cell: [181, 1270, 237, 1282]
table-row: [26, 1282, 354, 1294]
fin-table-cell: Profit after Tax: [26, 1246, 125, 1258]
article-paragraph: আলোচ্য সময়ে কোম্পানির শেয়ার প্রতি নিট সম্পদ মূল্য (এনএভি) দাঁড়িয়েছে ১৭ টাকা ০৬ পয়সা।: [648, 296, 878, 304]
asiatic-ipo-label: আইপিও আবেদন শুরু: [591, 1191, 771, 1218]
article-paragraph: এক্সিম ব্যাংক লিমিটেড: ৩১ ডিসেম্বর, ২০২৩ সমাপ্ত অর্থবছরের দ্বিতীয় প্রান্তিকে কোম্পানির শেয়ার প্রতি আয় হয়েছে ৪২ পয়সা। আগের বছর একই সময়ে ইপিএস ছিল ৫৪ পয়সা।: [339, 436, 620, 454]
article-paragraph: ফিনিক্স ফাইন্যান্স অ্যান্ড ইনভেস্টমেন্টস: ৩১ ডিসেম্বর, ২০২৩ সমাপ্ত দ্বিতীয় প্রান্তিকে কোম্পানির শেয়ার প্রতি লোকসান হয়েছে ৮৮ পয়সা। আগের বছর একই সময়ে লোকসান ছিল ৭৩ পয়সা।: [648, 588, 929, 606]
article-paragraph: ৬ মাসে কোম্পানিটির শেয়ার প্রতি লোকসান হয়েছে ২ টাকা ১৩ পয়সা। আগের বছর একই সময়ে লোকসান ছিল ১ টাকা ৬৭ পয়সা। আলোচ্য সময়ে কোম্পানির শেয়ার প্রতি নিট সম্পদ মূল্য (এনএভি) দাঁড়িয়েছে ৫০ টাকা ৯২ পয়সা।: [16, 429, 311, 447]
fin-table-cell: EPS (Re-stated): [26, 1270, 125, 1282]
nav-table-cell: Net Asset Value per share: [26, 1306, 125, 1318]
fin-table-cell: [237, 1270, 295, 1282]
fin-table-cell: 0.79: [125, 1258, 181, 1270]
article-paragraph: আলোচ্য সময়ে কোম্পানির শেয়ার প্রতি নিট সম্পদ মূল্য (এনএভি) দাঁড়িয়েছে ৩০ টাকা ১৯ পয়সা। শেয়ার প্রতি নগদ প্রবাহ দাঁড়িয়েছে ১ টাকা ৭৬ পয়সা।: [339, 542, 620, 560]
article-paragraph: মার্কেন্টাইল ব্যাংক লিমিটেড: ৩১ ডিসেম্বর, ২০২৩ সমাপ্ত দ্বিতীয় প্রান্তিকে কোম্পানির শেয়ার প্রতি আয় হয়েছে ৭৯ পয়সা। আগের বছর একই সময়ে ইপিএস ছিল ৭১ পয়সা।: [339, 648, 620, 666]
article-paragraph: সাউথইস্ট ব্যাংক লিমিটেড: ৩১ ডিসেম্বর, ২০২৩ সমাপ্ত অর্ধবার্ষিকীতে কোম্পানির শেয়ার প্রতি আয় হয়েছে ১ টাকা ৭১ পয়সা। আগের বছর একই সময়ে ইপিএস ছিল ১ টাকা ৬৩ পয়সা।: [339, 482, 620, 500]
article-paragraph: সোনালী আঁশ ইন্ডাস্ট্রিজ লিমিটেড: ৩১ ডিসেম্বর, ২০২৩ সমাপ্ত দ্বিতীয় প্রান্তিকে কোম্পানির শেয়ার প্রতি লোকসান হয়েছে ১ টাকা ২২ পয়সা, যা আগের বছর একই সময়ে লোকসান ছিল ৮৬ পয়সা।: [16, 406, 311, 424]
article-paragraph: ফেডারেল ইন্স্যুরেন্স লিমিটেড: ৩১ ডিসেম্বর, ২০২৩ সমাপ্ত দ্বিতীয় প্রান্তিকে কোম্পানির শেয়ার প্রতি আয় হয়েছে ২৭ পয়সা। আগের বছর একই সময়ে ইপিএস ছিল ২৩ পয়সা।: [339, 768, 620, 786]
article-paragraph: ইউনাইটেড ইন্স্যুরেন্স লিমিটেড: ইউনাইটেড ইন্স্যুরেন্স কোম্পানি লিমিটেডের পরিচালনা পর্ষদ সভায় ৩১ ডিসেম্বর, ২০২৩ সমাপ্ত অর্থবছরের দ্বিতীয় প্রান্তিকের অনিরীক্ষিত আর্থিক প্রতিবেদন অনুমোদন করা হয়েছে।: [16, 220, 311, 238]
article-paragraph: আলোচ্য সময়ে কোম্পানির শেয়ার প্রতি নিট সম্পদ মূল্য (এনএভি) দাঁড়িয়েছে ৬৮ টাকা ৪৬ পয়সা।: [339, 864, 569, 872]
masthead-tagline: সমকালের এ সময়ের্ণির জাতীয় সংবাদপত্র: [815, 16, 929, 23]
article-paragraph: ডেল্টা লাইফ ইন্স্যুরেন্স লিমিটেড: কোম্পানিটির পরিচালনা পর্ষদ সভায় ৩১ ডিসেম্বর, ২০২৩ সমাপ্ত দ্বিতীয় প্রান্তিকের অনিরীক্ষিত আর্থিক প্রতিবেদন অনুমোদন করা হয়েছে।: [16, 865, 311, 883]
webcoats-name: WEB Coats PLC: [627, 1253, 763, 1272]
side-news-byline: নারায়ণগঞ্জ প্রতিনিধি: [787, 1160, 937, 1176]
fin-table-cell: [295, 1282, 353, 1294]
article-paragraph: ন্যাশনাল হাউজিং ফাইন্যান্স লিমিটেড: ৩১ ডিসেম্বর, ২০২৩ সমাপ্ত অর্ধবার্ষিকীতে কোম্পানির শেয়ার প্রতি আয় হয়েছে ৭৮ পয়সা। আগের বছর একই সময়ে ইপিএস ছিল ৯১ পয়সা।: [16, 911, 311, 929]
fin-table-header: Oct-Dec 2023: [237, 1234, 295, 1246]
webcoats-logo-icon: [600, 1250, 622, 1276]
fin-table-header: Jul-Dec 2023: [125, 1234, 181, 1246]
nrb-photo-3: [513, 1244, 579, 1302]
webcoats-header: [591, 1240, 771, 1284]
